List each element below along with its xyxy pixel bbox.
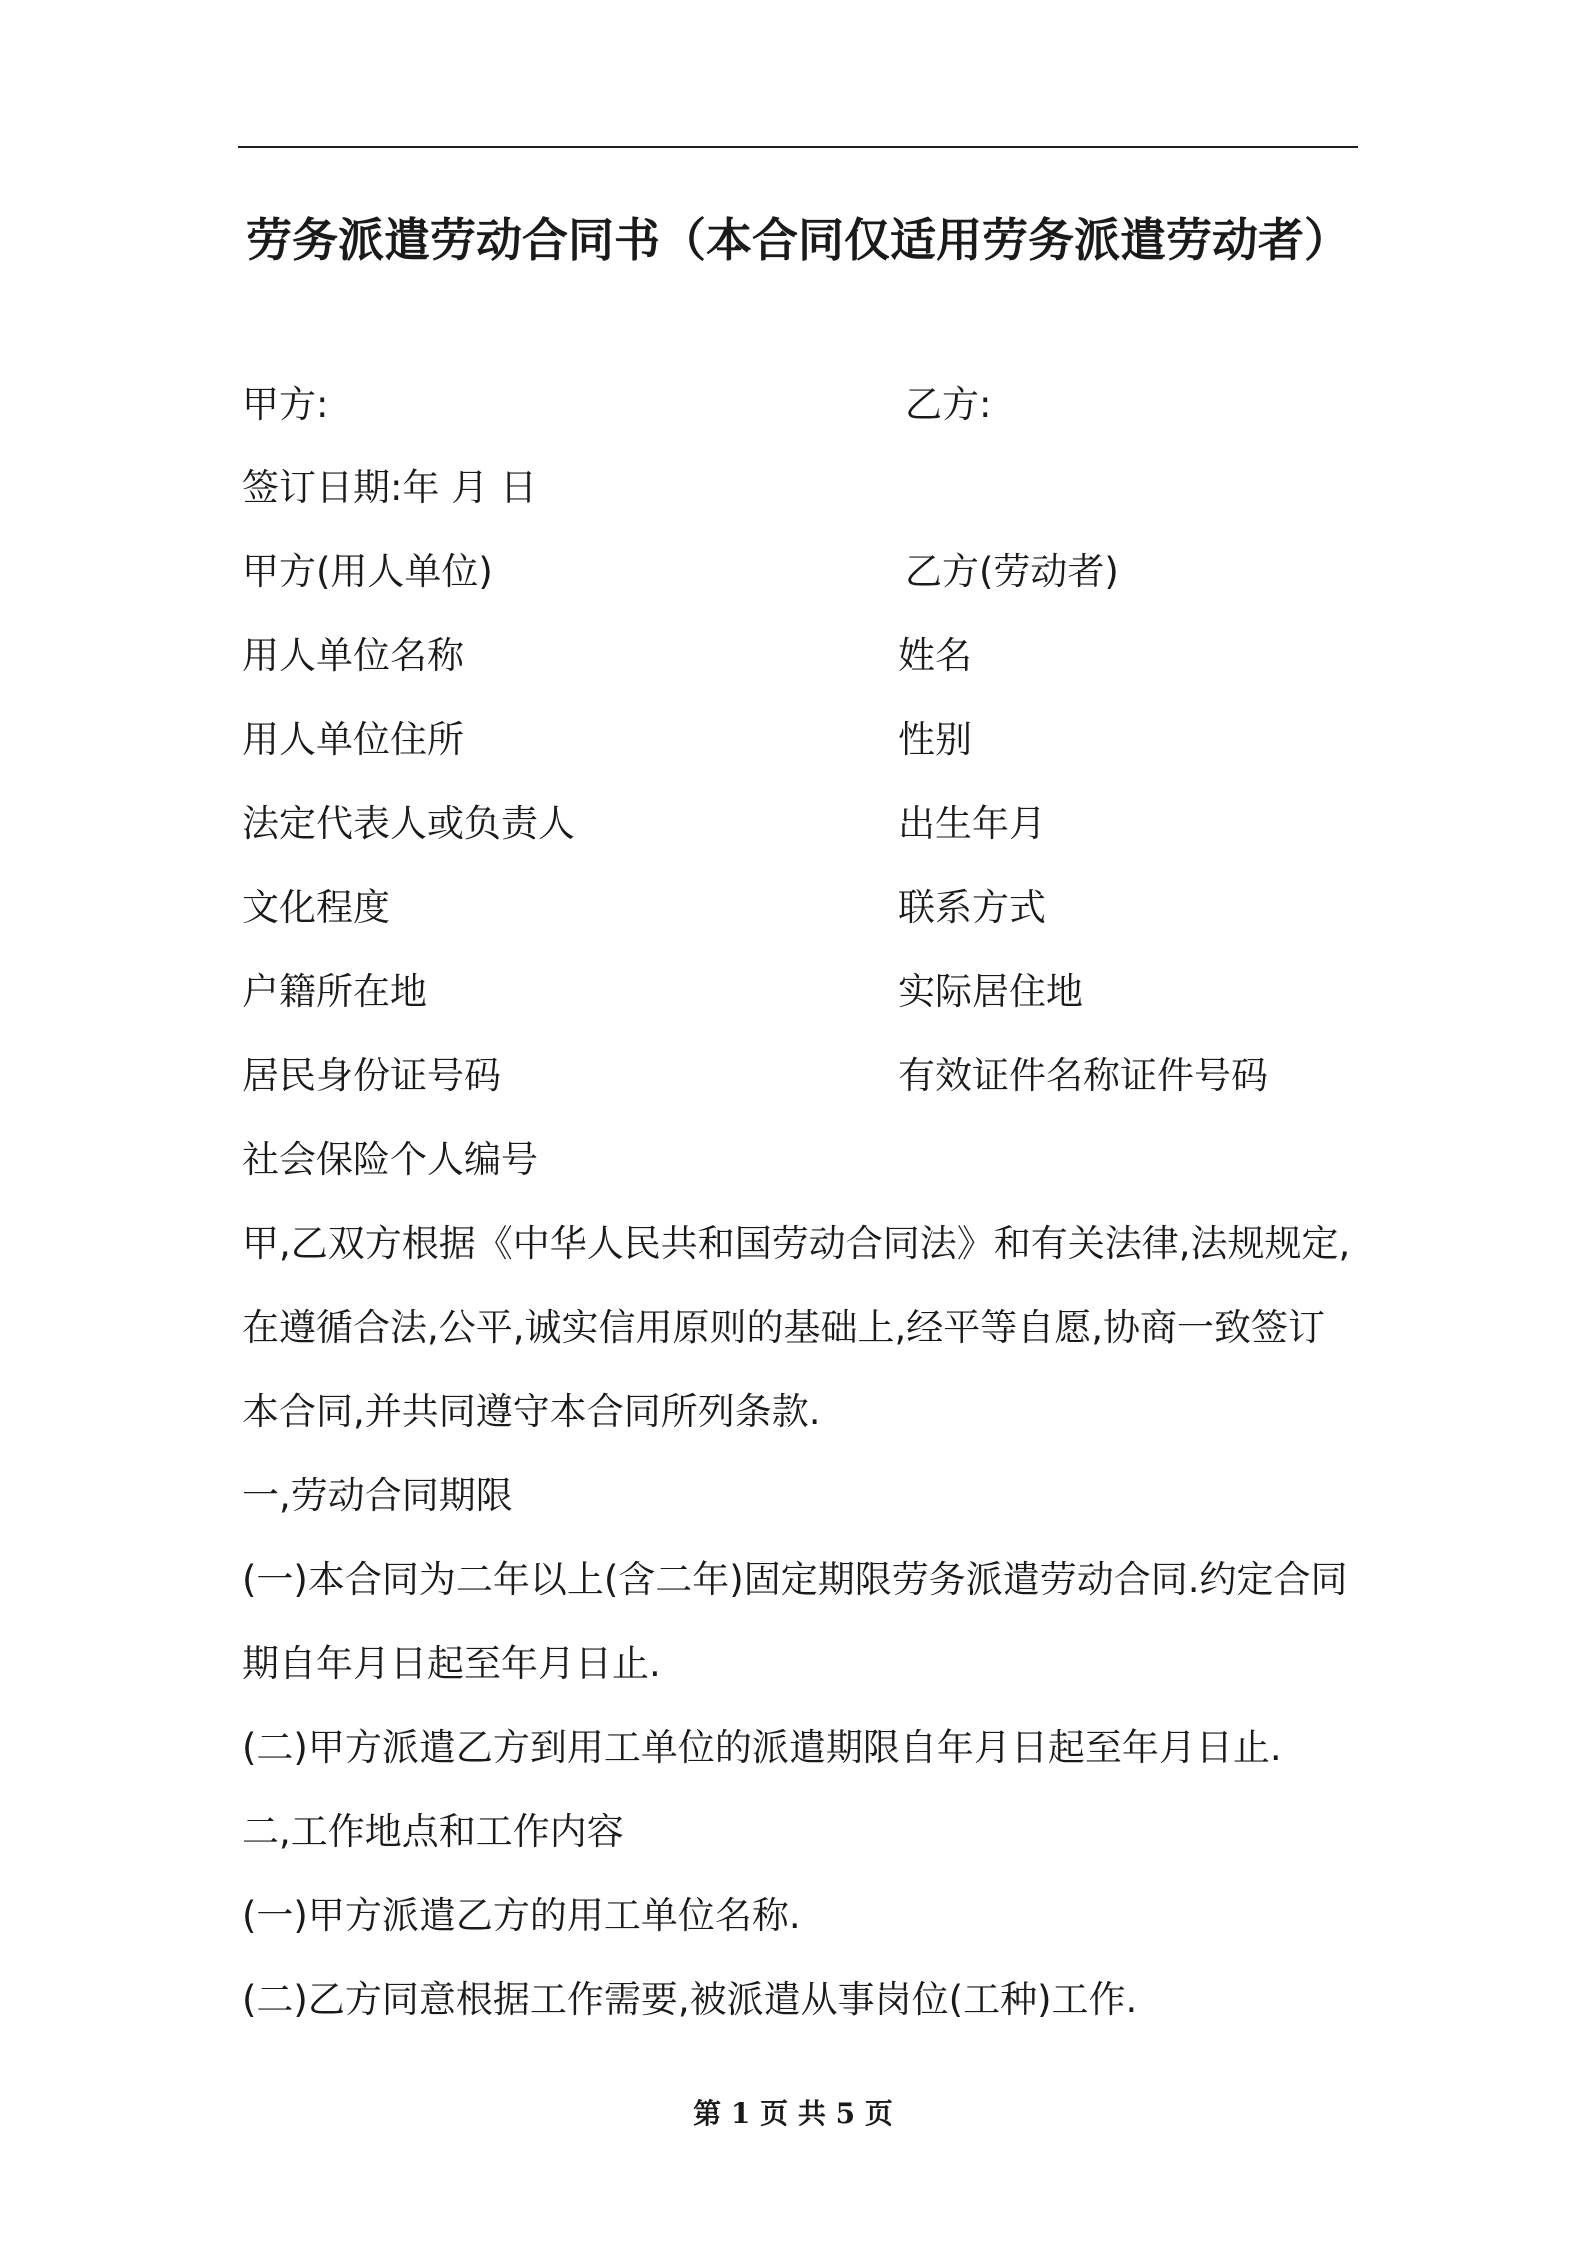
section-1-item-1-line-2: 期自年月日起至年月日止. bbox=[242, 1642, 661, 1685]
preamble-line-2: 在遵循合法,公平,诚实信用原则的基础上,经平等自愿,协商一致签订 bbox=[242, 1306, 1326, 1349]
page-number-footer: 第 1 页 共 5 页 bbox=[693, 2097, 893, 2130]
employer-address-label: 用人单位住所 bbox=[242, 718, 464, 761]
birth-date-label: 出生年月 bbox=[898, 802, 1046, 845]
employer-name-label: 用人单位名称 bbox=[242, 634, 464, 677]
section-2-item-1: (一)甲方派遣乙方的用工单位名称. bbox=[242, 1894, 801, 1937]
household-registration-label: 户籍所在地 bbox=[242, 970, 427, 1013]
preamble-line-3: 本合同,并共同遵守本合同所列条款. bbox=[242, 1390, 821, 1433]
party-b-heading: 乙方(劳动者) bbox=[905, 550, 1119, 593]
education-label: 文化程度 bbox=[242, 886, 390, 929]
sign-date: 签订日期:年 月 日 bbox=[242, 466, 537, 509]
section-2-heading: 二,工作地点和工作内容 bbox=[242, 1810, 624, 1853]
residence-label: 实际居住地 bbox=[898, 970, 1083, 1013]
id-number-label: 居民身份证号码 bbox=[242, 1054, 501, 1097]
section-2-item-2: (二)乙方同意根据工作需要,被派遣从事岗位(工种)工作. bbox=[242, 1978, 1138, 2021]
party-a-label: 甲方: bbox=[242, 383, 329, 426]
contact-label: 联系方式 bbox=[898, 886, 1046, 929]
gender-label: 性别 bbox=[898, 718, 972, 761]
party-a-heading: 甲方(用人单位) bbox=[242, 550, 493, 593]
section-1-item-2: (二)甲方派遣乙方到用工单位的派遣期限自年月日起至年月日止. bbox=[242, 1726, 1282, 1769]
party-b-label: 乙方: bbox=[905, 383, 992, 426]
legal-representative-label: 法定代表人或负责人 bbox=[242, 802, 575, 845]
preamble-line-1: 甲,乙双方根据《中华人民共和国劳动合同法》和有关法律,法规规定, bbox=[242, 1222, 1351, 1265]
section-1-heading: 一,劳动合同期限 bbox=[242, 1474, 513, 1517]
document-title: 劳务派遣劳动合同书（本合同仅适用劳务派遣劳动者） bbox=[246, 213, 1350, 267]
worker-name-label: 姓名 bbox=[898, 634, 972, 677]
social-insurance-label: 社会保险个人编号 bbox=[242, 1138, 538, 1181]
valid-document-label: 有效证件名称证件号码 bbox=[898, 1054, 1268, 1097]
header-rule bbox=[238, 146, 1358, 148]
section-1-item-1-line-1: (一)本合同为二年以上(含二年)固定期限劳务派遣劳动合同.约定合同 bbox=[242, 1558, 1348, 1601]
